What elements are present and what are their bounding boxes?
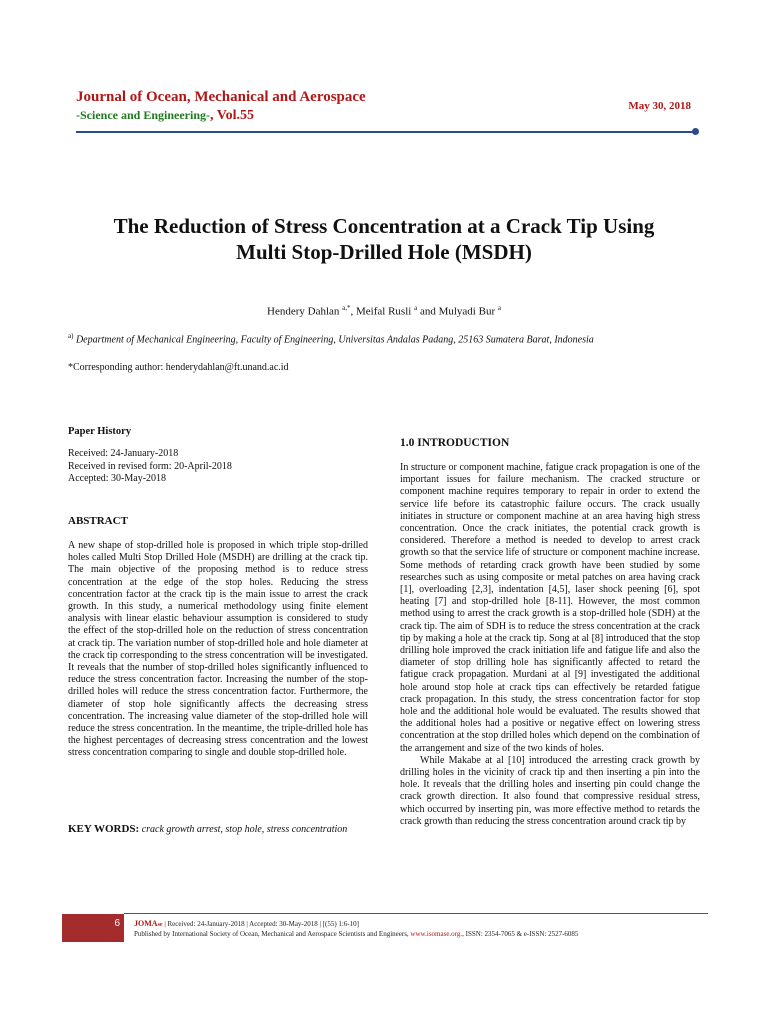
paper-title-line1: The Reduction of Stress Concentration at a Crack Tip Using xyxy=(113,214,655,238)
paper-history xyxy=(68,448,232,486)
abstract-text: A new shape of stop-drilled hole is proposed in which triple stop-drilled holes called Multi Stop Drilled Hole (MSDH) are drilling at the crack tip. The main objective of the proposing method is to reduce stress concentration at the edge of the stop holes. Reducing the stress concentration factor at the crack tip is the main issue to arrest the crack growth. In this study, a numerical methodology using finite element analysis with linear elastic behaviour assumption is considered to study the effect of the stop-drilled hole on the reduction of stress concentration at crack tip. The variation number of stop-drilled hole and hole diameter at the crack tip corresponding to the stress concentration will be investigated. It reveals that the number of stop-drilled holes significantly influenced to reduce the stress concentration factor. Increasing the number of the stop-drilled holes will reduce the stress concentration factor. Furthermore, the diameter of stop hole significantly affects the decreasing stress concentration. The increasing value diameter of the stop-drilled hole will reduce the stress concentration. In the meantime, the triple-drilled hole has the highest percentages of decreasing stress concentration and the lowest stress concentration comparing to single and double stop-drilled hole. xyxy=(68,540,368,759)
corresponding-author: *Corresponding author: henderydahlan@ft.unand.ac.id xyxy=(68,362,289,373)
keywords-label: KEY WORDS: xyxy=(68,823,140,835)
journal-abbreviation-suffix: se xyxy=(157,922,163,928)
author-affil-mark: a xyxy=(414,304,418,312)
footer-issn: , ISSN: 2354-7065 & e-ISSN: 2527-6085 xyxy=(462,930,579,938)
header-divider xyxy=(76,131,696,133)
received-date: Received: 24-January-2018 xyxy=(68,448,179,459)
author-affil-mark: a,* xyxy=(342,304,351,312)
footer-line2 xyxy=(134,930,578,938)
introduction-heading: 1.0 INTRODUCTION xyxy=(400,437,510,449)
publisher-link[interactable]: www.isomase.org. xyxy=(410,930,463,938)
accepted-date: Accepted: 30-May-2018 xyxy=(68,473,167,484)
introduction-paragraph: In structure or component machine, fatigue crack propagation is one of the important issues for failure mechanism. The cracked structure or component machine requires temporary to repair in order to extend the service life before its catastrophic failure occurs. The crack usually initiates in structure or component machine at an area having high stress concentration. Once the crack initiates, the potential crack growth is considered. Therefore a method is needed to develop to arrest crack growth so that the service life of structure or component machine increase. Some methods of retarding crack growth have been studied by some researches such as using composite or metal patches on area having crack [1], overloading [2,3], indentation [4,5], laser shock peening [6], spot heating [7] and stop-drilled hole [8-11]. However, the most common method using to arrest the crack growth is a stop-drilled hole (SDH) at the crack tip. The aim of SDH is to reduce the stress concentration at the crack tip by making a hole at the crack tip. Song at al [8] introduced that the stop drilling hole improved the crack initiation life and fatigue life and also the diameter of stop drilling hole has significantly affected to retard the fatigue crack propagation. Murdani at al [9] investigated the additional hole around stop hole at crack tips can effectively be retarded fatigue crack propagation. In this study, the stress concentration factor for stop hole and the additional hole would be evaluated. The results showed that the additional holes had a positive or negative effect on lowering stress concentration at the stop drilled holes which depend on the combination of the arrangement and size of the two kinds of holes. xyxy=(400,462,700,754)
footer-dates: | Received: 24-January-2018 | Accepted: 30-May-2018 | [(55) 1:6-10] xyxy=(162,920,360,928)
journal-subtitle xyxy=(76,108,254,124)
abstract-heading: ABSTRACT xyxy=(68,515,128,527)
publication-date: May 30, 2018 xyxy=(628,100,691,112)
author-name: Hendery Dahlan xyxy=(267,305,340,318)
paper-title-line2: Multi Stop-Drilled Hole (MSDH) xyxy=(236,240,532,264)
journal-title: Journal of Ocean, Mechanical and Aerospace xyxy=(76,89,366,105)
footer-divider xyxy=(124,913,708,914)
journal-abbreviation: JOMA xyxy=(134,919,158,928)
journal-volume: , Vol.55 xyxy=(210,108,254,123)
author-list xyxy=(0,304,768,318)
affiliation xyxy=(68,332,594,345)
affiliation-text: Department of Mechanical Engineering, Faculty of Engineering, Universitas Andalas Padang, 25163 Sumatera Barat, Indonesia xyxy=(75,334,594,346)
footer-publisher: Published by International Society of Ocean, Mechanical and Aerospace Scientists and Engineers, xyxy=(134,930,411,938)
author-separator: , xyxy=(350,305,357,318)
author-affil-mark: a xyxy=(497,304,501,312)
journal-subtitle-text: -Science and Engineering- xyxy=(76,108,210,122)
introduction-paragraph: While Makabe at al [10] introduced the arresting crack growth by drilling holes in the vicinity of crack tip and then inserting a pin into the hole. It reveals that the drilling holes and inserting pin could change the crack growth direction. It also found that compressive residual stress, which occurred by inserting pin, was more effective method to retards the crack growth than reducing the stress concentration around crack tip by xyxy=(400,754,700,827)
keywords-text: crack growth arrest, stop hole, stress concentration xyxy=(141,824,348,835)
author-separator: and xyxy=(417,305,439,318)
author-name: Meifal Rusli xyxy=(356,305,412,318)
footer-line1 xyxy=(134,919,359,928)
page-number: 6 xyxy=(114,918,120,929)
author-name: Mulyadi Bur xyxy=(438,305,496,318)
paper-history-heading: Paper History xyxy=(68,426,132,437)
header-divider-dot xyxy=(692,128,699,135)
keywords xyxy=(68,823,368,836)
affiliation-mark: a) xyxy=(68,332,74,340)
introduction-text xyxy=(400,462,700,828)
paper-title xyxy=(60,213,708,265)
revised-date: Received in revised form: 20-April-2018 xyxy=(68,460,232,472)
